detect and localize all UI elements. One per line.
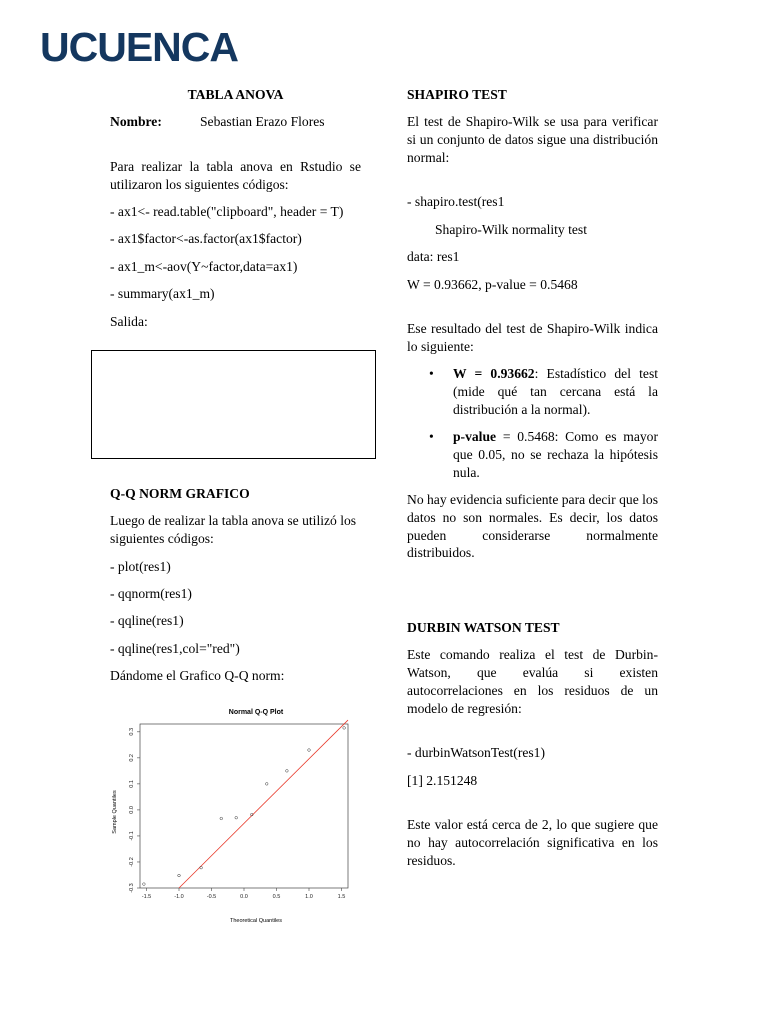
code-line: - qqnorm(res1) [110,585,192,601]
bullet-icon: • [429,429,434,445]
code-line: - summary(ax1_m) [110,286,215,302]
qq-section [110,485,361,695]
shapiro-output-values: W = 0.93662, p-value = 0.5468 [407,276,578,292]
x-tick-label: -0.5 [206,894,217,900]
spacer [407,176,658,193]
qq-plot-svg [108,700,360,932]
qq-intro: Luego de realizar la tabla anova se utilizó los siguientes códigos: [110,513,357,547]
output-label: Salida: [110,313,148,329]
name-row [110,113,361,131]
y-tick-label: 0.2 [129,754,135,762]
spacer [407,799,658,816]
conclusion: No hay evidencia suficiente para decir que los datos no son normales. Es decir, los datos pueden considerarse normalmente distribuidos. [407,492,658,561]
data-point [286,770,289,773]
shapiro-title: SHAPIRO TEST [407,87,507,102]
shapiro-output-data: data: res1 [407,249,460,265]
code-line: - plot(res1) [110,558,171,574]
data-point [265,783,268,786]
qq-result: Dándome el Grafico Q-Q norm: [110,668,285,684]
durbin-title: DURBIN WATSON TEST [407,620,560,635]
list-item [407,428,658,481]
durbin-code: - durbinWatsonTest(res1) [407,745,546,761]
data-point [178,874,181,877]
anova-title: TABLA ANOVA [187,87,284,102]
shapiro-explanation: Ese resultado del test de Shapiro-Wilk indica lo siguiente: [407,320,658,354]
y-tick-label: -0.3 [129,883,135,893]
bullet-bold: W = 0.93662 [453,366,535,382]
code-line: - qqline(res1) [110,613,184,629]
ucuenca-logo: UCUENCA [40,24,238,70]
name-value: Sebastian Erazo Flores [200,114,325,130]
chart-title: Normal Q-Q Plot [228,709,284,716]
qq-plot [108,700,360,932]
code-line: - qqline(res1,col="red") [110,640,240,656]
list-item [407,365,658,418]
durbin-output: [1] 2.151248 [407,772,478,788]
right-column [407,86,658,572]
y-tick-label: 0.0 [129,806,135,814]
y-tick-label: 0.3 [129,727,135,736]
x-tick-label: 0.5 [272,894,281,900]
bullet-bold: p-value [453,429,497,445]
y-tick-label: -0.2 [129,857,135,867]
x-tick-label: 1.5 [337,894,346,900]
bullet-text: : Estadístico del test (mide qué tan cercana está la distribución a la normal). [453,366,659,417]
anova-intro: Para realizar la tabla anova en Rstudio se utilizaron los siguientes códigos: [110,158,361,192]
data-point [143,883,146,886]
code-line: - ax1$factor<-as.factor(ax1$factor) [110,231,302,247]
qq-title: Q-Q NORM GRAFICO [110,486,250,501]
code-line: - ax1_m<-aov(Y~factor,data=ax1) [110,258,298,274]
bullet-text: = 0.5468: Como es mayor que 0.05, no se rechaza la hipótesis nula. [453,429,658,480]
y-tick-label: 0.1 [129,780,135,788]
durbin-intro: Este comando realiza el test de Durbin-Watson, que evalúa si existen autocorrelaciones en los residuos de un modelo de regresión: [407,647,658,716]
durbin-explanation: Este valor está cerca de 2, lo que sugiere que no hay autocorrelación significativa en los residuos. [407,816,658,868]
data-marks [143,720,348,888]
durbin-section [407,619,658,879]
data-point [220,817,223,820]
plot-frame [140,724,348,888]
output-box [91,350,376,459]
x-tick-label: 1.0 [305,894,313,900]
code-line: - ax1<- read.table("clipboard", header = T) [110,203,344,219]
left-column [110,86,361,340]
x-axis-label: Theoretical Quantiles [230,918,282,924]
name-label: Nombre: [110,114,162,130]
spacer [407,303,658,320]
data-point [308,749,311,752]
data-point [343,727,346,730]
x-tick-label: -1.0 [174,894,184,900]
spacer [110,141,361,158]
shapiro-code: - shapiro.test(res1 [407,194,505,210]
x-tick-label: -1.5 [141,894,152,900]
y-tick-label: -0.1 [129,831,135,841]
data-point [200,866,203,869]
spacer [407,727,658,744]
x-tick-label: 0.0 [240,894,248,900]
bullet-icon: • [429,366,434,382]
data-point [235,816,238,819]
qq-reference-line [179,720,348,888]
axis-ticks [129,724,348,900]
result-list [407,365,658,481]
y-axis-label: Sample Quantiles [112,790,118,834]
shapiro-output-title: Shapiro-Wilk normality test [435,221,587,237]
shapiro-intro: El test de Shapiro-Wilk se usa para verificar si un conjunto de datos sigue una distribución normal: [407,114,658,165]
